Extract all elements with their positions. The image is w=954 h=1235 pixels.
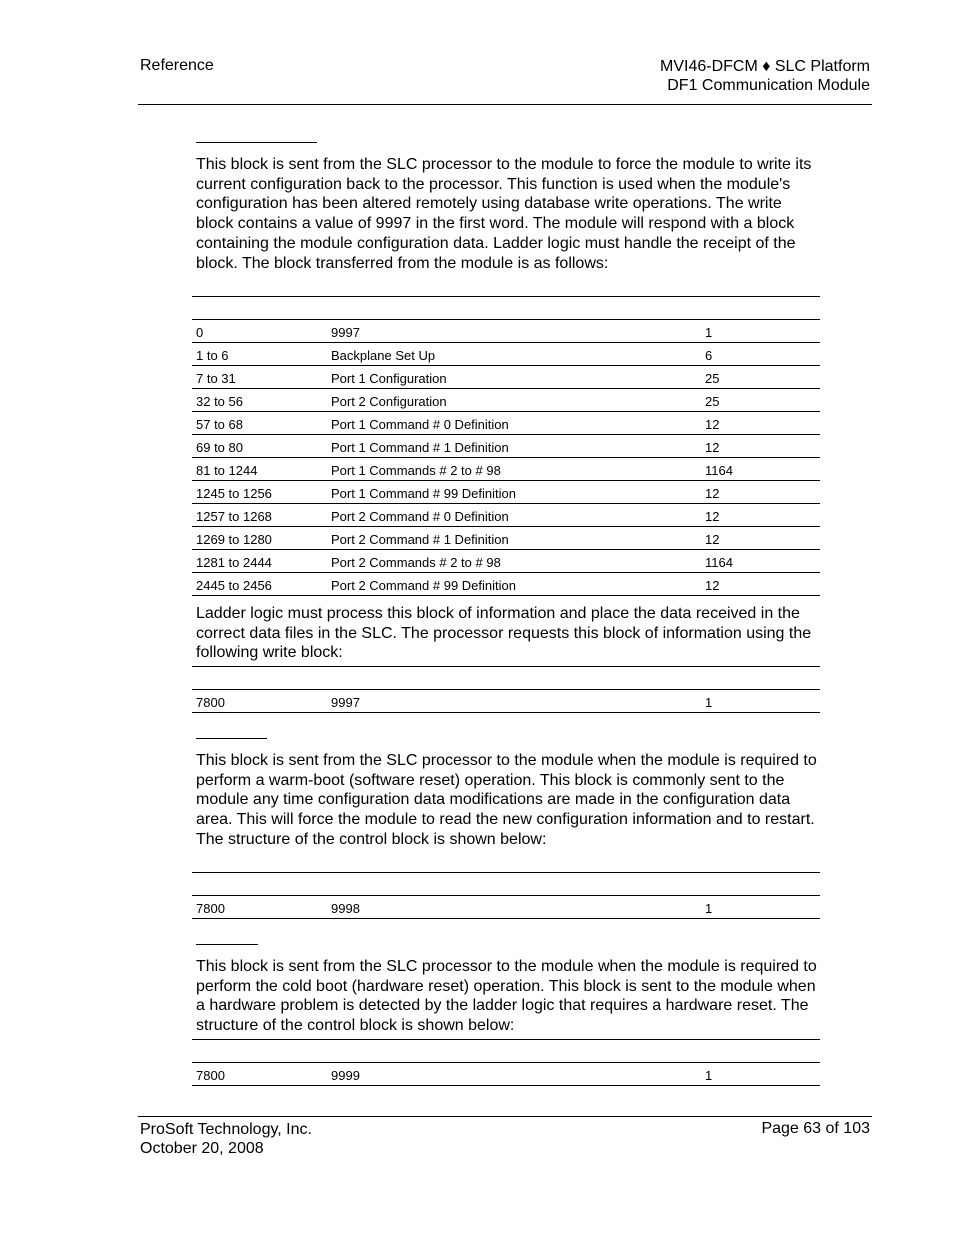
- table-row: 0 9997 1: [192, 320, 820, 343]
- table-header-row: [192, 1040, 820, 1063]
- table-row: 7800 9999 1: [192, 1063, 820, 1086]
- header-module: DF1 Communication Module: [667, 77, 870, 94]
- footer-date: October 20, 2008: [140, 1140, 264, 1157]
- page-number: Page 63 of 103: [761, 1120, 870, 1137]
- table-row: 1245 to 1256 Port 1 Command # 99 Definition 12: [192, 481, 820, 504]
- footer-left: [140, 1120, 312, 1158]
- section1-heading-rule: [196, 142, 317, 143]
- section2-heading-rule: [196, 738, 267, 739]
- table-row: 1 to 6 Backplane Set Up 6: [192, 343, 820, 366]
- table-row: 69 to 80 Port 1 Command # 1 Definition 12: [192, 435, 820, 458]
- section3-paragraph: This block is sent from the SLC processor to the module when the module is required to perform the cold boot (hardware reset) operation. This block is sent to the module when a hardware problem is detected by the ladder logic that requires a hardware reset. The structure of the control block is shown below:: [196, 958, 817, 1035]
- warm-boot-table: [192, 872, 820, 919]
- table-header-row: [192, 297, 820, 320]
- table-row: 1257 to 1268 Port 2 Command # 0 Definition 12: [192, 504, 820, 527]
- write-block-table: [192, 666, 820, 713]
- header-right: [660, 57, 870, 95]
- section1-paragraph: This block is sent from the SLC processor to the module to force the module to write its current configuration back to the processor. This function is used when the module's configuration has been altered remotely using database write operations. The write block contains a value of 9997 in the first word. The module will respond with a block containing the module configuration data. Ladder logic must handle the receipt of the block. The block transferred from the module is as follows:: [196, 156, 812, 272]
- cold-boot-table: [192, 1039, 820, 1086]
- header-rule: [138, 104, 872, 105]
- footer-rule: [138, 1116, 872, 1117]
- section2-paragraph: This block is sent from the SLC processor to the module when the module is required to perform a warm-boot (software reset) operation. This block is commonly sent to the module any time configuration data modifications are made in the configuration data area. This will force the module to read the new configuration information and to restart. The structure of the control block is shown below:: [196, 752, 817, 848]
- table-row: 1269 to 1280 Port 2 Command # 1 Definition 12: [192, 527, 820, 550]
- table-row: 7800 9998 1: [192, 896, 820, 919]
- table-row: 1281 to 2444 Port 2 Commands # 2 to # 98 1164: [192, 550, 820, 573]
- table-header-row: [192, 873, 820, 896]
- table-row: 81 to 1244 Port 1 Commands # 2 to # 98 1164: [192, 458, 820, 481]
- table-header-row: [192, 667, 820, 690]
- table-row: 32 to 56 Port 2 Configuration 25: [192, 389, 820, 412]
- table-row: 7 to 31 Port 1 Configuration 25: [192, 366, 820, 389]
- table-row: 2445 to 2456 Port 2 Command # 99 Definition 12: [192, 573, 820, 596]
- header-product: MVI46-DFCM ♦ SLC Platform: [660, 58, 870, 75]
- footer-company: ProSoft Technology, Inc.: [140, 1121, 312, 1138]
- section3-heading-rule: [196, 944, 258, 945]
- table-row: 57 to 68 Port 1 Command # 0 Definition 12: [192, 412, 820, 435]
- config-table: [192, 296, 820, 596]
- section1-paragraph-2: Ladder logic must process this block of information and place the data received in the correct data files in the SLC. The processor requests this block of information using the following write block:: [196, 605, 812, 662]
- table-row: 7800 9997 1: [192, 690, 820, 713]
- header-left: Reference: [140, 57, 214, 74]
